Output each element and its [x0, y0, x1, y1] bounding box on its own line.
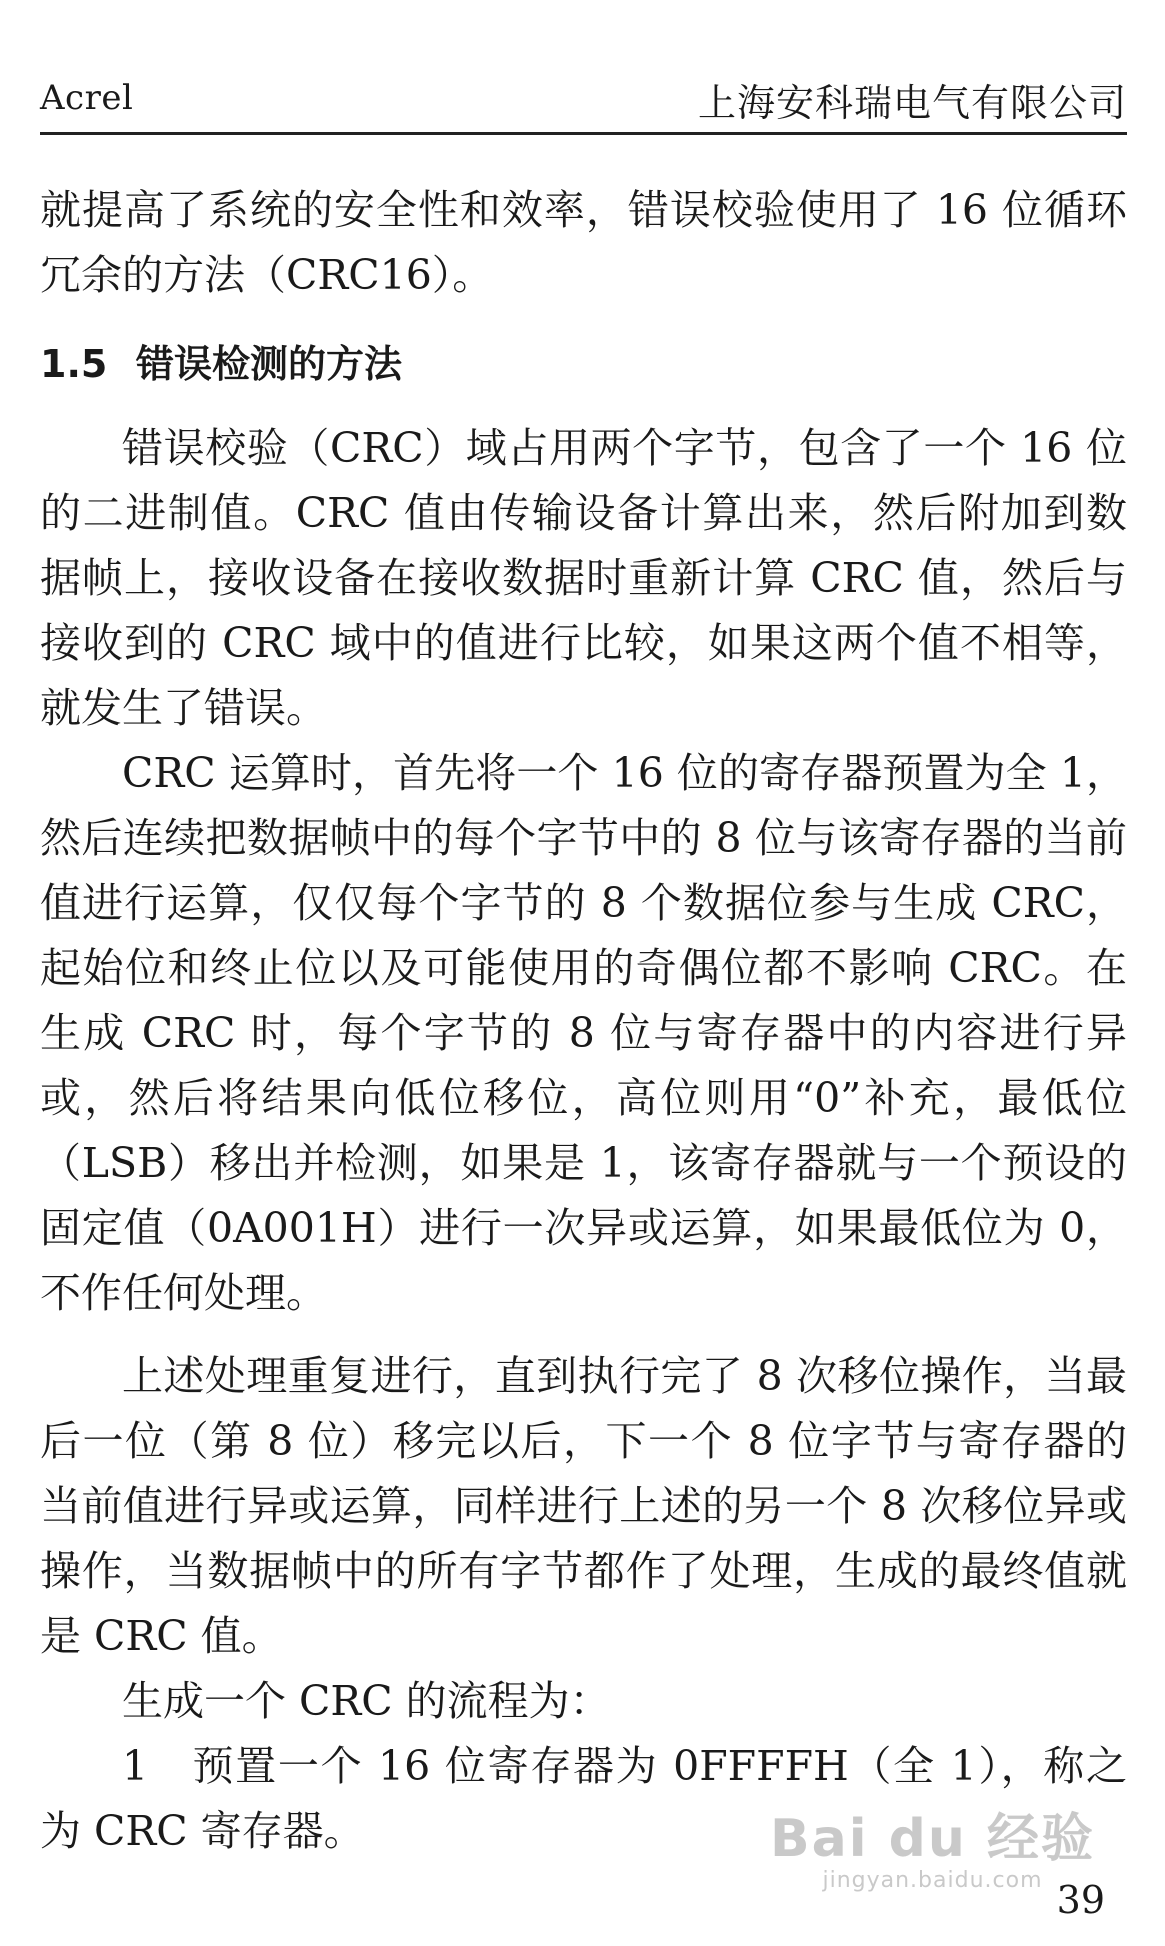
section-heading: [40, 332, 1127, 396]
paragraph-flow-intro: 生成一个 CRC 的流程为：: [122, 1677, 611, 1725]
page-number: 39: [1056, 1878, 1105, 1922]
company-name: 上海安科瑞电气有限公司: [697, 81, 1127, 125]
watermark-url: jingyan.baidu.com: [822, 1868, 1043, 1893]
section-number: 1.5: [40, 342, 108, 386]
paragraph-crc-field: 错误校验（CRC）域占用两个字节，包含了一个 16 位的二进制值。CRC 值由传输设备计算出来，然后附加到数据帧上，接收设备在接收数据时重新计算 CRC 值，然后与接收到的 CRC 域中的值进行比较，如果这两个值不相等，就发生了错误。: [40, 424, 1127, 732]
page-header: [40, 68, 1127, 132]
header-rule: [40, 132, 1127, 135]
intro-paragraph: 就提高了系统的安全性和效率，错误校验使用了 16 位循环冗余的方法（CRC16）。: [40, 186, 1127, 299]
paragraph-crc-operation: CRC 运算时，首先将一个 16 位的寄存器预置为全 1，然后连续把数据帧中的每个字节中的 8 位与该寄存器的当前值进行运算，仅仅每个字节的 8 个数据位参与生成 CRC，起始位和终止位以及可能使用的奇偶位都不影响 CRC。在生成 CRC 时，每个字节的 8 位与寄存器中的内容进行异或，然后将结果向低位移位，高位则用“0”补充，最低位（LSB）移出并检测，如果是 1，该寄存器就与一个预设的固定值（0A001H）进行一次异或运算，如果最低位为 0，不作任何处理。: [40, 749, 1127, 1317]
paragraph-repeat-process: 上述处理重复进行，直到执行完了 8 次移位操作，当最后一位（第 8 位）移完以后，下一个 8 位字节与寄存器的当前值进行异或运算，同样进行上述的另一个 8 次移位异或操作，当数据帧中的所有字节都作了处理，生成的最终值就是 CRC 值。: [40, 1352, 1127, 1660]
paragraph-step-1: 1 预置一个 16 位寄存器为 0FFFFH（全 1），称之为 CRC 寄存器。: [40, 1742, 1127, 1855]
brand-name: Acrel: [40, 78, 134, 118]
watermark-logo: Bai du 经验: [770, 1809, 1095, 1869]
section-title: 错误检测的方法: [136, 342, 403, 386]
page-body: [40, 178, 1127, 1864]
baidu-watermark: [770, 1810, 1095, 1893]
